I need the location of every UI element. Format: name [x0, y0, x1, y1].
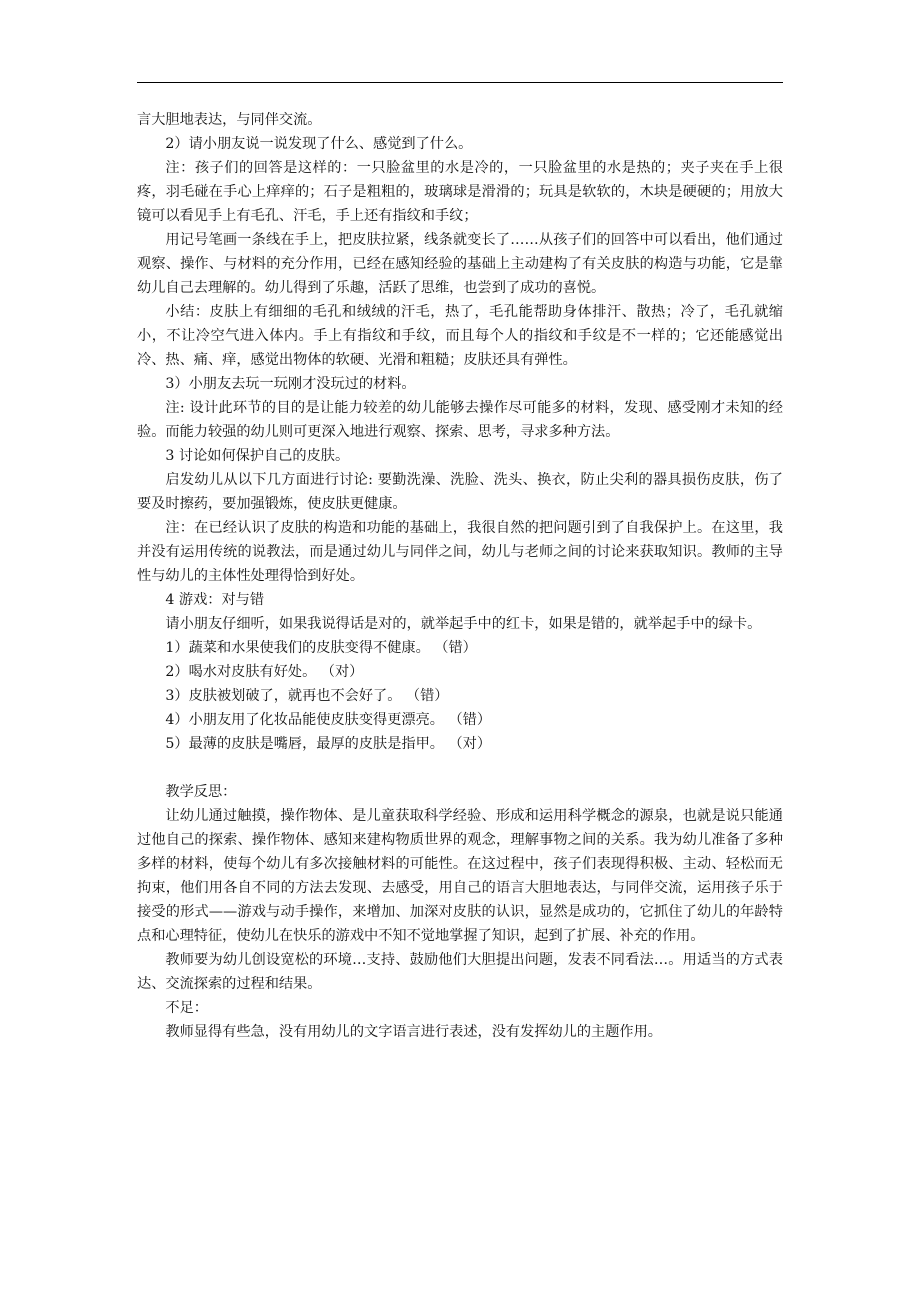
header-rule: [137, 82, 783, 83]
paragraph: 3）小朋友去玩一玩刚才没玩过的材料。: [165, 376, 416, 392]
section-spacer: [137, 756, 783, 780]
list-item: 1）蔬菜和水果使我们的皮肤变得不健康。 （错）: [165, 640, 477, 656]
paragraph: 教师要为幼儿创设宽松的环境…支持、鼓励他们大胆提出问题，发表不同看法…。用适当的方式表达、交流探索的过程和结果。: [137, 952, 783, 992]
paragraph: 小结：皮肤上有细细的毛孔和绒绒的汗毛，热了，毛孔能帮助身体排汗、散热；冷了，毛孔就缩小，不让冷空气进入体内。手上有指纹和手纹，而且每个人的指纹和手纹是不一样的；它还能感觉出冷、热、痛、痒，感觉出物体的软硬、光滑和粗糙；皮肤还具有弹性。: [137, 304, 783, 368]
list-item: 3）皮肤被划破了，就再也不会好了。 （错）: [165, 688, 449, 704]
paragraph: 4 游戏：对与错: [165, 592, 265, 608]
paragraph: 让幼儿通过触摸，操作物体、是儿童获取科学经验、形成和运用科学概念的源泉，也就是说只能通过他自己的探索、操作物体、感知来建构物质世界的观念，理解事物之间的关系。我为幼儿准备了多种多样的材料，使每个幼儿有多次接触材料的可能性。在这过程中，孩子们表现得积极、主动、轻松而无拘束，他们用各自不同的方法去发现、去感受，用自己的语言大胆地表达，与同伴交流，运用孩子乐于接受的形式——游戏与动手操作，来增加、加深对皮肤的认识，显然是成功的，它抓住了幼儿的年龄特点和心理特征，使幼儿在快乐的游戏中不知不觉地掌握了知识，起到了扩展、补充的作用。: [137, 808, 783, 944]
list-item: 2）喝水对皮肤有好处。 （对）: [165, 664, 364, 680]
paragraph: 启发幼儿从以下几方面进行讨论: 要勤洗澡、洗脸、洗头、换衣，防止尖利的器具损伤皮肤，伤了要及时擦药，要加强锻炼，使皮肤更健康。: [137, 472, 783, 512]
list-item: 4）小朋友用了化妆品能使皮肤变得更漂亮。 （错）: [165, 712, 492, 728]
section-heading: 不足：: [165, 1000, 208, 1016]
paragraph: 用记号笔画一条线在手上，把皮肤拉紧，线条就变长了……从孩子们的回答中可以看出，他们通过观察、操作、与材料的充分作用，已经在感知经验的基础上主动建构了有关皮肤的构造与功能，它是靠幼儿自己去理解的。幼儿得到了乐趣，活跃了思维，也尝到了成功的喜悦。: [137, 232, 783, 296]
section-heading: 教学反思：: [165, 784, 237, 800]
list-item: 5）最薄的皮肤是嘴唇，最厚的皮肤是指甲。 （对）: [165, 736, 492, 752]
paragraph: 3 讨论如何保护自己的皮肤。: [165, 448, 350, 464]
paragraph: 2）请小朋友说一说发现了什么、感觉到了什么。: [165, 136, 473, 152]
document-body: [137, 108, 783, 1044]
paragraph: 请小朋友仔细听，如果我说得话是对的，就举起手中的红卡，如果是错的，就举起手中的绿卡。: [165, 616, 762, 632]
paragraph: 注: 设计此环节的目的是让能力较差的幼儿能够去操作尽可能多的材料，发现、感受刚才未知的经验。而能力较强的幼儿则可更深入地进行观察、探索、思考，寻求多种方法。: [137, 400, 783, 440]
paragraph: 注：在已经认识了皮肤的构造和功能的基础上，我很自然的把问题引到了自我保护上。在这里，我并没有运用传统的说教法，而是通过幼儿与同伴之间，幼儿与老师之间的讨论来获取知识。教师的主导性与幼儿的主体性处理得恰到好处。: [137, 520, 783, 584]
paragraph: 注：孩子们的回答是这样的：一只脸盆里的水是冷的，一只脸盆里的水是热的；夹子夹在手上很疼，羽毛碰在手心上痒痒的；石子是粗粗的，玻璃球是滑滑的；玩具是软软的，木块是硬硬的；用放大镜可以看见手上有毛孔、汗毛，手上还有指纹和手纹；: [137, 160, 783, 224]
paragraph: 教师显得有些急，没有用幼儿的文字语言进行表述，没有发挥幼儿的主题作用。: [165, 1024, 662, 1040]
paragraph: 言大胆地表达，与同伴交流。: [137, 112, 322, 128]
